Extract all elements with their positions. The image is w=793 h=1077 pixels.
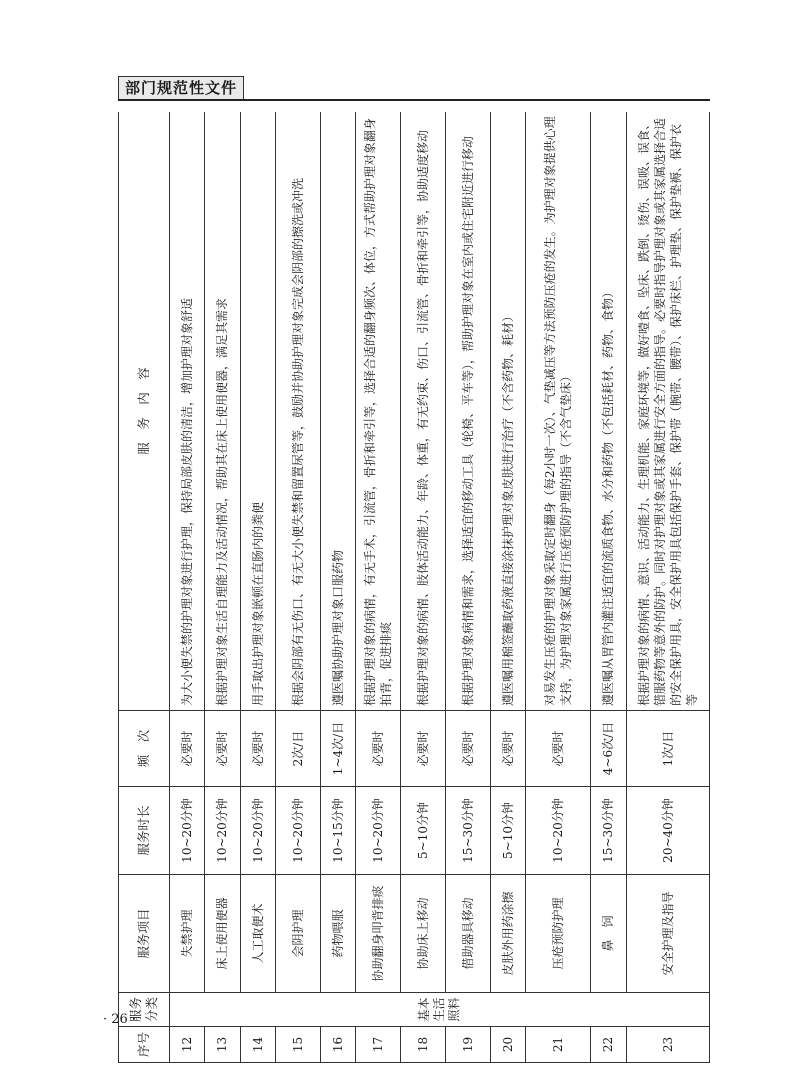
category-cell [170, 993, 710, 1027]
row-no: 14 [240, 1027, 275, 1063]
row-duration: 15~30分钟 [445, 787, 490, 875]
header-rule [118, 99, 710, 101]
row-item: 协助床上移动 [400, 875, 445, 993]
row-item: 安全护理及指导 [626, 875, 709, 993]
row-duration: 10~20分钟 [205, 787, 240, 875]
row-content: 根据护理对象病情和需求，选择适宜的移动工具（轮椅、平车等），帮助护理对象在室内或住宅附近进行移动 [445, 112, 490, 711]
row-no: 17 [356, 1027, 401, 1063]
table-row [400, 112, 445, 1063]
document-category-label: 部门规范性文件 [118, 76, 244, 100]
row-content: 根据护理对象的病情、肢体活动能力、年龄、体重，有无约束、伤口、引流管、骨折和牵引等，协助适度移动 [400, 112, 445, 711]
table-row [320, 112, 355, 1063]
row-content: 根据护理对象生活自理能力及活动情况，帮助其在床上使用便器，满足其需求 [205, 112, 240, 711]
row-frequency: 必要时 [240, 711, 275, 787]
row-content: 遵医嘱用棉签蘸取药液直接涂抹护理对象皮肤进行治疗（不含药物、耗材） [490, 112, 525, 711]
header-content: 服 务 内 容 [119, 112, 170, 711]
row-no: 20 [490, 1027, 525, 1063]
row-no: 12 [170, 1027, 205, 1063]
row-item: 床上使用便器 [205, 875, 240, 993]
row-no: 23 [626, 1027, 709, 1063]
table-row [626, 112, 709, 1063]
row-no: 19 [445, 1027, 490, 1063]
row-frequency: 1次/日 [626, 711, 709, 787]
row-frequency: 4~6次/日 [591, 711, 626, 787]
row-duration: 10~20分钟 [526, 787, 591, 875]
row-content: 对易发生压疮的护理对象采取定时翻身（每2小时一次）、气垫减压等方法预防压疮的发生。为护理对象提供心理支持，为护理对象家属进行压疮预防护理的指导（不含气垫床） [526, 112, 591, 711]
row-item: 协助翻身叩背排痰 [356, 875, 401, 993]
table-header-row [119, 112, 170, 1063]
row-duration: 10~20分钟 [356, 787, 401, 875]
rotated-table-layer [118, 112, 710, 1063]
table-row [526, 112, 591, 1063]
row-content: 根据护理对象的病情，有无手术，引流管，骨折和牵引等，选择合适的翻身频次、体位，方式帮助护理对象翻身拍背，促进排痰 [356, 112, 401, 711]
row-item: 人工取便术 [240, 875, 275, 993]
table-row [240, 112, 275, 1063]
row-no: 22 [591, 1027, 626, 1063]
table-row [275, 112, 320, 1063]
header-item: 服务项目 [119, 875, 170, 993]
row-duration: 20~40分钟 [626, 787, 709, 875]
table-row [591, 112, 626, 1063]
row-duration: 5~10分钟 [400, 787, 445, 875]
row-frequency: 必要时 [205, 711, 240, 787]
row-content: 用手取出护理对象嵌顿在直肠内的粪便 [240, 112, 275, 711]
row-item: 药物喂服 [320, 875, 355, 993]
row-no: 21 [526, 1027, 591, 1063]
row-frequency: 必要时 [526, 711, 591, 787]
row-frequency: 2次/日 [275, 711, 320, 787]
row-frequency: 必要时 [356, 711, 401, 787]
header-duration: 服务时长 [119, 787, 170, 875]
row-item: 皮肤外用药涂擦 [490, 875, 525, 993]
row-frequency: 必要时 [445, 711, 490, 787]
row-item: 鼻 饲 [591, 875, 626, 993]
category-label: 基本生活照料 [417, 997, 461, 1022]
table-row [205, 112, 240, 1063]
row-no: 15 [275, 1027, 320, 1063]
header-no: 序号 [119, 1027, 170, 1063]
row-frequency: 必要时 [400, 711, 445, 787]
header-category: 服务分类 [119, 993, 170, 1027]
table-row [356, 112, 401, 1063]
row-duration: 15~30分钟 [591, 787, 626, 875]
row-duration: 10~20分钟 [275, 787, 320, 875]
service-table [118, 112, 710, 1063]
row-content: 遵医嘱从胃管内灌注适宜的流质食物、水分和药物（不包括耗材、药物、食物） [591, 112, 626, 711]
row-content: 根据会阴部有无伤口、有无大小便失禁和留置尿管等，鼓励并协助护理对象完成会阴部的擦洗或冲洗 [275, 112, 320, 711]
row-no: 16 [320, 1027, 355, 1063]
row-no: 13 [205, 1027, 240, 1063]
table-row [170, 112, 205, 1063]
table-container [118, 112, 710, 1063]
row-content: 为大小便失禁的护理对象进行护理，保持局部皮肤的清洁，增加护理对象舒适 [170, 112, 205, 711]
row-no: 18 [400, 1027, 445, 1063]
page-number: · 26 · [103, 1012, 137, 1027]
table-row [445, 112, 490, 1063]
row-duration: 10~20分钟 [240, 787, 275, 875]
table-row [490, 112, 525, 1063]
row-frequency: 必要时 [170, 711, 205, 787]
row-duration: 5~10分钟 [490, 787, 525, 875]
row-item: 压疮预防护理 [526, 875, 591, 993]
row-frequency: 必要时 [490, 711, 525, 787]
row-duration: 10~15分钟 [320, 787, 355, 875]
row-content: 遵医嘱协助护理对象口服药物 [320, 112, 355, 711]
row-frequency: 1~4次/日 [320, 711, 355, 787]
row-duration: 10~20分钟 [170, 787, 205, 875]
row-item: 会阴护理 [275, 875, 320, 993]
row-item: 借助器具移动 [445, 875, 490, 993]
row-item: 失禁护理 [170, 875, 205, 993]
header-frequency: 频 次 [119, 711, 170, 787]
row-content: 根据护理对象的病情、意识、活动能力、生理机能、家庭环境等，做好噎食、坠床、跌倒、烫伤、误吸、误食、错服药物等意外的防护。同时对护理对象或其家属进行安全方面的指导。必要时指导护理对象或其家属选择合适的安全保护用具，安全保护用具包括保护手套、保护带（腕带、腰带）、保护床栏、护理垫、保护垫褥、保护衣等 [626, 112, 709, 711]
